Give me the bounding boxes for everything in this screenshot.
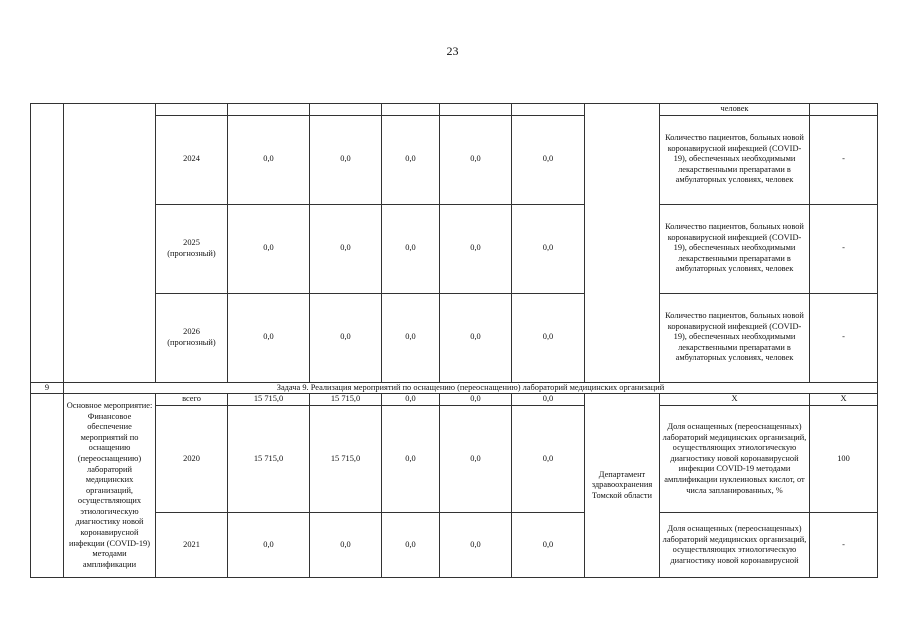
- value-cell: 0,0: [382, 406, 440, 513]
- value-cell: 0,0: [310, 293, 382, 382]
- value-cell: 0,0: [440, 394, 512, 406]
- indicator-cell: Доля оснащенных (переоснащенных) лабораторий медицинских организаций, осуществляющих этиологическую диагностику новой коронавирусной: [660, 513, 810, 578]
- value-cell: 0,0: [310, 204, 382, 293]
- value-cell: 0,0: [440, 406, 512, 513]
- value-cell: 0,0: [512, 204, 585, 293]
- value-cell: 0,0: [382, 293, 440, 382]
- indicator-cell: Количество пациентов, больных новой коронавирусной инфекцией (COVID-19), обеспеченных необходимыми лекарственными препаратами в амбулаторных условиях, человек: [660, 115, 810, 204]
- task-number: 9: [31, 382, 64, 394]
- value-cell: 0,0: [228, 513, 310, 578]
- value-cell: 0,0: [228, 204, 310, 293]
- page-number: 23: [446, 44, 459, 58]
- row-number-cell: [31, 104, 64, 383]
- value-cell: 15 715,0: [310, 406, 382, 513]
- value-cell: 15 715,0: [228, 406, 310, 513]
- program-activities-table: [30, 103, 878, 578]
- year-cell: 2025 (прогнозный): [156, 204, 228, 293]
- year-cell: 2021: [156, 513, 228, 578]
- indicator-cell: Х: [660, 394, 810, 406]
- task-row: [31, 382, 878, 394]
- indicator-cell: человек: [660, 104, 810, 116]
- table-row: [31, 293, 878, 382]
- activity-name-cell: Основное мероприятие: Финансовое обеспечение мероприятий по оснащению (переоснащению) лабораторий медицинских организаций, осуществляющих этиологическую диагностику новой коронавирусной инфекции (COVID-19) методами амплификации: [64, 394, 156, 578]
- value-cell: 0,0: [310, 115, 382, 204]
- indicator-cell: Количество пациентов, больных новой коронавирусной инфекцией (COVID-19), обеспеченных необходимыми лекарственными препаратами в амбулаторных условиях, человек: [660, 293, 810, 382]
- value-cell: 0,0: [512, 394, 585, 406]
- value-cell: 15 715,0: [310, 394, 382, 406]
- value-cell: 0,0: [228, 115, 310, 204]
- row-number-cell: [31, 394, 64, 578]
- executor-cell: Департамент здравоохранения Томской области: [585, 394, 660, 578]
- table-row: [31, 394, 878, 406]
- value-cell: 0,0: [512, 513, 585, 578]
- target-cell: Х: [810, 394, 878, 406]
- value-cell: 0,0: [440, 115, 512, 204]
- value-cell: 0,0: [382, 204, 440, 293]
- task-title: Задача 9. Реализация мероприятий по оснащению (переоснащению) лабораторий медицинских организаций: [64, 382, 878, 394]
- table-row: [31, 104, 878, 116]
- table-row: [31, 115, 878, 204]
- target-cell: -: [810, 513, 878, 578]
- value-cell: 0,0: [512, 406, 585, 513]
- value-cell: 0,0: [382, 513, 440, 578]
- table-row: [31, 406, 878, 513]
- executor-cell: [585, 104, 660, 383]
- target-cell: -: [810, 115, 878, 204]
- indicator-cell: Количество пациентов, больных новой коронавирусной инфекцией (COVID-19), обеспеченных необходимыми лекарственными препаратами в амбулаторных условиях, человек: [660, 204, 810, 293]
- value-cell: 0,0: [512, 115, 585, 204]
- target-cell: -: [810, 204, 878, 293]
- year-cell: 2020: [156, 406, 228, 513]
- value-cell: 0,0: [382, 394, 440, 406]
- value-cell: 0,0: [310, 513, 382, 578]
- value-cell: 0,0: [228, 293, 310, 382]
- target-cell: -: [810, 293, 878, 382]
- value-cell: 0,0: [382, 115, 440, 204]
- table-row: [31, 513, 878, 578]
- value-cell: 0,0: [440, 293, 512, 382]
- target-cell: 100: [810, 406, 878, 513]
- value-cell: 0,0: [512, 293, 585, 382]
- year-cell: 2026 (прогнозный): [156, 293, 228, 382]
- value-cell: 0,0: [440, 204, 512, 293]
- year-cell: всего: [156, 394, 228, 406]
- table-row: [31, 204, 878, 293]
- value-cell: 15 715,0: [228, 394, 310, 406]
- year-cell: 2024: [156, 115, 228, 204]
- value-cell: 0,0: [440, 513, 512, 578]
- activity-name-cell: [64, 104, 156, 383]
- indicator-cell: Доля оснащенных (переоснащенных) лабораторий медицинских организаций, осуществляющих этиологическую диагностику новой коронавирусной инфекции COVID-19 методами амплификации нуклеиновых кислот, от числа запланированных, %: [660, 406, 810, 513]
